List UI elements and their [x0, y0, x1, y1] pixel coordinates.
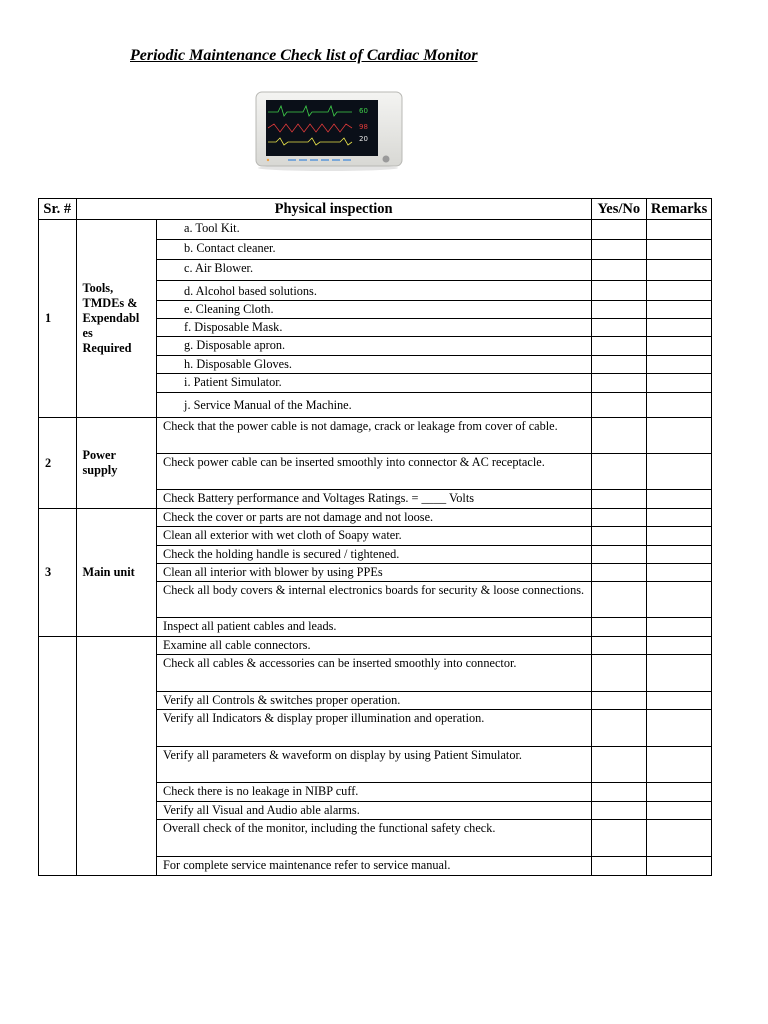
remarks-cell[interactable] — [646, 546, 711, 564]
section-3-category: Main unit — [76, 509, 157, 637]
yes-no-cell[interactable] — [591, 454, 646, 490]
yes-no-cell[interactable] — [591, 710, 646, 747]
remarks-cell[interactable] — [646, 374, 711, 393]
yes-no-cell[interactable] — [591, 260, 646, 281]
remarks-cell[interactable] — [646, 301, 711, 319]
header-remarks: Remarks — [646, 199, 711, 220]
remarks-cell[interactable] — [646, 490, 711, 509]
section-2-category: Power supply — [76, 418, 157, 509]
section-4-category — [76, 637, 157, 876]
category-line: TMDEs & — [82, 296, 138, 310]
yes-no-cell[interactable] — [591, 490, 646, 509]
remarks-cell[interactable] — [646, 356, 711, 374]
yes-no-cell[interactable] — [591, 281, 646, 301]
yes-no-cell[interactable] — [591, 546, 646, 564]
monitor-resp-value: 20 — [359, 135, 368, 143]
yes-no-cell[interactable] — [591, 857, 646, 876]
yes-no-cell[interactable] — [591, 356, 646, 374]
remarks-cell[interactable] — [646, 220, 711, 240]
yes-no-cell[interactable] — [591, 240, 646, 260]
check-item: a. Tool Kit. — [157, 220, 592, 240]
page-title: Periodic Maintenance Check list of Cardiac Monitor — [130, 47, 478, 64]
cardiac-monitor-image — [248, 88, 408, 172]
remarks-cell[interactable] — [646, 655, 711, 692]
check-item: e. Cleaning Cloth. — [157, 301, 592, 319]
remarks-cell[interactable] — [646, 802, 711, 820]
category-line: es — [82, 326, 93, 340]
check-item: Check power cable can be inserted smoothly into connector & AC receptacle. — [157, 454, 592, 490]
check-item: Clean all exterior with wet cloth of Soapy water. — [157, 527, 592, 546]
table-row — [39, 637, 712, 655]
check-item: Check that the power cable is not damage, crack or leakage from cover of cable. — [157, 418, 592, 454]
remarks-cell[interactable] — [646, 618, 711, 637]
section-4-sr — [39, 637, 77, 876]
table-header-row — [39, 199, 712, 220]
table-row — [39, 418, 712, 454]
check-item: For complete service maintenance refer to service manual. — [157, 857, 592, 876]
check-item: c. Air Blower. — [157, 260, 592, 281]
header-sr: Sr. # — [39, 199, 77, 220]
yes-no-cell[interactable] — [591, 220, 646, 240]
check-item: Verify all Indicators & display proper illumination and operation. — [157, 710, 592, 747]
yes-no-cell[interactable] — [591, 374, 646, 393]
check-item: Overall check of the monitor, including the functional safety check. — [157, 820, 592, 857]
check-item: Verify all Controls & switches proper operation. — [157, 692, 592, 710]
yes-no-cell[interactable] — [591, 337, 646, 356]
remarks-cell[interactable] — [646, 820, 711, 857]
yes-no-cell[interactable] — [591, 618, 646, 637]
check-item: h. Disposable Gloves. — [157, 356, 592, 374]
remarks-cell[interactable] — [646, 692, 711, 710]
check-item: Check the cover or parts are not damage and not loose. — [157, 509, 592, 527]
section-1-sr: 1 — [39, 220, 77, 418]
remarks-cell[interactable] — [646, 393, 711, 418]
yes-no-cell[interactable] — [591, 637, 646, 655]
table-row — [39, 509, 712, 527]
yes-no-cell[interactable] — [591, 527, 646, 546]
remarks-cell[interactable] — [646, 527, 711, 546]
check-item: f. Disposable Mask. — [157, 319, 592, 337]
yes-no-cell[interactable] — [591, 319, 646, 337]
check-item: Clean all interior with blower by using PPEs — [157, 564, 592, 582]
yes-no-cell[interactable] — [591, 301, 646, 319]
yes-no-cell[interactable] — [591, 655, 646, 692]
check-item: Examine all cable connectors. — [157, 637, 592, 655]
remarks-cell[interactable] — [646, 637, 711, 655]
check-item: b. Contact cleaner. — [157, 240, 592, 260]
category-line: Tools, — [82, 281, 114, 295]
header-yes-no: Yes/No — [591, 199, 646, 220]
yes-no-cell[interactable] — [591, 747, 646, 783]
remarks-cell[interactable] — [646, 240, 711, 260]
remarks-cell[interactable] — [646, 582, 711, 618]
header-physical-inspection: Physical inspection — [76, 199, 591, 220]
remarks-cell[interactable] — [646, 418, 711, 454]
remarks-cell[interactable] — [646, 337, 711, 356]
check-item: Check Battery performance and Voltages Ratings. = ____ Volts — [157, 490, 592, 509]
remarks-cell[interactable] — [646, 454, 711, 490]
yes-no-cell[interactable] — [591, 783, 646, 802]
remarks-cell[interactable] — [646, 857, 711, 876]
checklist-table — [38, 198, 712, 876]
section-1-category — [76, 220, 157, 418]
monitor-spo2-value: 98 — [359, 123, 368, 131]
yes-no-cell[interactable] — [591, 393, 646, 418]
category-line: Expendabl — [82, 311, 140, 325]
check-item: Verify all Visual and Audio able alarms. — [157, 802, 592, 820]
remarks-cell[interactable] — [646, 260, 711, 281]
yes-no-cell[interactable] — [591, 418, 646, 454]
check-item: Inspect all patient cables and leads. — [157, 618, 592, 637]
check-item: Check there is no leakage in NIBP cuff. — [157, 783, 592, 802]
remarks-cell[interactable] — [646, 319, 711, 337]
check-item: d. Alcohol based solutions. — [157, 281, 592, 301]
check-item: Verify all parameters & waveform on display by using Patient Simulator. — [157, 747, 592, 783]
remarks-cell[interactable] — [646, 564, 711, 582]
check-item: i. Patient Simulator. — [157, 374, 592, 393]
check-item: j. Service Manual of the Machine. — [157, 393, 592, 418]
remarks-cell[interactable] — [646, 710, 711, 747]
yes-no-cell[interactable] — [591, 582, 646, 618]
check-item: Check all body covers & internal electronics boards for security & loose connections. — [157, 582, 592, 618]
yes-no-cell[interactable] — [591, 564, 646, 582]
category-line: Required — [82, 341, 132, 355]
check-item: Check all cables & accessories can be inserted smoothly into connector. — [157, 655, 592, 692]
yes-no-cell[interactable] — [591, 509, 646, 527]
check-item: g. Disposable apron. — [157, 337, 592, 356]
remarks-cell[interactable] — [646, 783, 711, 802]
monitor-hr-value: 60 — [359, 107, 368, 115]
remarks-cell[interactable] — [646, 281, 711, 301]
check-item: Check the holding handle is secured / tightened. — [157, 546, 592, 564]
section-3-sr: 3 — [39, 509, 77, 637]
remarks-cell[interactable] — [646, 747, 711, 783]
remarks-cell[interactable] — [646, 509, 711, 527]
section-2-sr: 2 — [39, 418, 77, 509]
yes-no-cell[interactable] — [591, 802, 646, 820]
table-row — [39, 220, 712, 240]
yes-no-cell[interactable] — [591, 820, 646, 857]
yes-no-cell[interactable] — [591, 692, 646, 710]
